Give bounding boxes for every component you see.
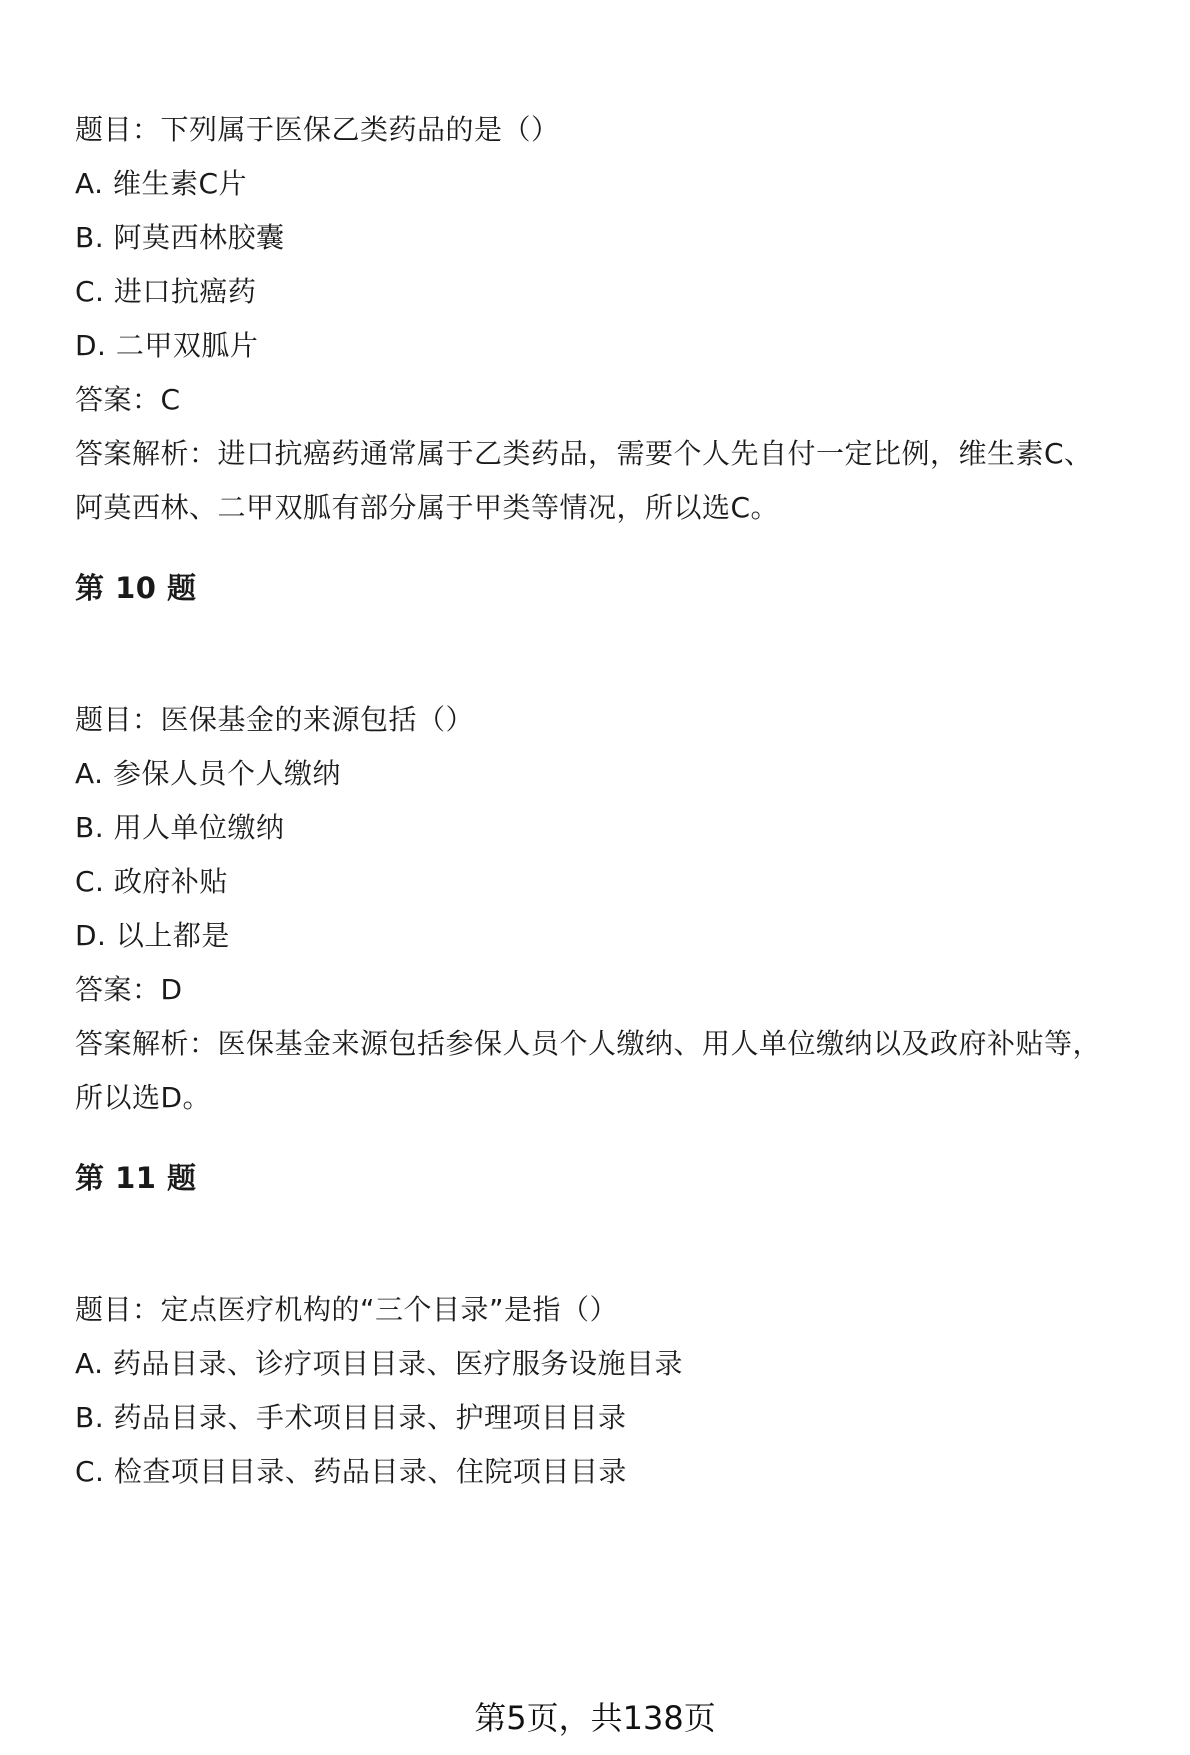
option-a: A. 参保人员个人缴纳 bbox=[75, 757, 341, 790]
answer: 答案：C bbox=[75, 383, 181, 416]
option-c: C. 检查项目目录、药品目录、住院项目目录 bbox=[75, 1455, 627, 1488]
question-stem: 题目：下列属于医保乙类药品的是（） bbox=[75, 113, 560, 146]
explanation-line-2: 所以选D。 bbox=[75, 1081, 212, 1114]
option-c: C. 进口抗癌药 bbox=[75, 275, 257, 308]
question-heading: 第 11 题 bbox=[75, 1161, 197, 1195]
option-d: D. 以上都是 bbox=[75, 919, 230, 952]
explanation-line-2: 阿莫西林、二甲双胍有部分属于甲类等情况，所以选C。 bbox=[75, 491, 780, 524]
option-c: C. 政府补贴 bbox=[75, 865, 228, 898]
option-b: B. 药品目录、手术项目目录、护理项目目录 bbox=[75, 1401, 627, 1434]
option-a: A. 维生素C片 bbox=[75, 167, 248, 200]
answer: 答案：D bbox=[75, 973, 183, 1006]
explanation-line-1: 答案解析：进口抗癌药通常属于乙类药品，需要个人先自付一定比例，维生素C、 bbox=[75, 437, 1093, 470]
option-d: D. 二甲双胍片 bbox=[75, 329, 259, 362]
question-stem: 题目：定点医疗机构的“三个目录”是指（） bbox=[75, 1293, 619, 1326]
explanation-line-1: 答案解析：医保基金来源包括参保人员个人缴纳、用人单位缴纳以及政府补贴等， bbox=[75, 1027, 1102, 1060]
option-b: B. 阿莫西林胶囊 bbox=[75, 221, 285, 254]
option-a: A. 药品目录、诊疗项目目录、医疗服务设施目录 bbox=[75, 1347, 683, 1380]
option-b: B. 用人单位缴纳 bbox=[75, 811, 285, 844]
question-stem: 题目：医保基金的来源包括（） bbox=[75, 703, 475, 736]
page-number-footer: 第5页，共138页 bbox=[474, 1699, 716, 1737]
question-heading: 第 10 题 bbox=[75, 571, 197, 605]
